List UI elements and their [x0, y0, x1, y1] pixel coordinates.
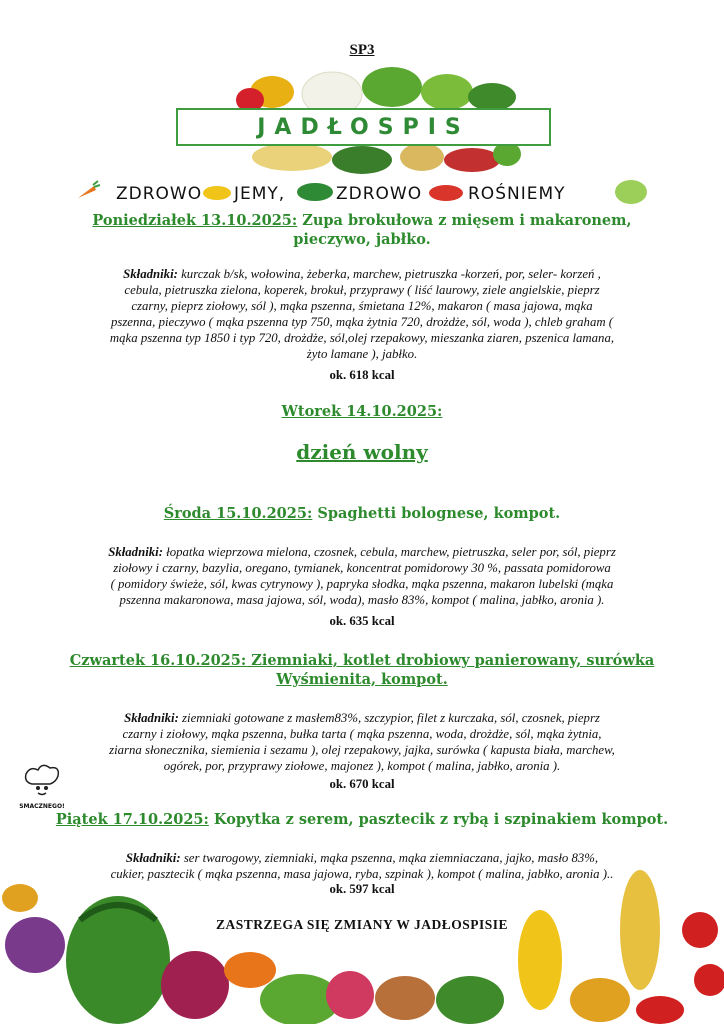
day-wednesday-ingredients — [0, 544, 724, 608]
ingredient-line: mąka pszenna typ 1850 i typ 720, drożdże, sól,olej rzepakowy, mieszanka ziaren, pszenica lamana, — [109, 331, 615, 345]
day-friday-date: Piątek 17.10.2025: — [55, 811, 209, 828]
broccoli-icon — [296, 182, 334, 202]
day-monday-heading — [0, 211, 724, 249]
ingredient-line: ziołowy i czarny, bazylia, oregano, tymianek, koncentrat pomidorowy 30 %, passata pomidorowa — [113, 561, 611, 575]
day-thursday-meal: Ziemniaki, kotlet drobiowy panierowany, surówka — [246, 652, 655, 669]
ingredient-line: łopatka wieprzowa mielona, czosnek, cebula, marchew, pietruszka, seler por, sól, pieprz — [166, 545, 616, 559]
ingredient-line: pszenna makaronowa, masa jajowa, sól, woda), masło 83%, kompot ( malina, jabłko, aronia ). — [119, 593, 605, 607]
ingredient-line: ziarna słonecznika, siemienia i sezamu ), olej rzepakowy, jajka, surówka ( kapusta biała, marchew, — [109, 743, 615, 757]
ingredient-line: ziemniaki gotowane z masłem83%, szczypior, filet z kurczaka, sól, czosnek, pieprz — [182, 711, 600, 725]
chef-hat-icon — [18, 762, 66, 798]
slogan-word-2: JEMY, — [234, 184, 286, 204]
day-wednesday-date: Środa 15.10.2025: — [163, 505, 313, 522]
day-tuesday-holiday: dzień wolny — [296, 440, 428, 464]
menu-title-box — [176, 108, 551, 146]
day-friday-kcal: ok. 597 kcal — [329, 882, 395, 896]
day-thursday-kcal: ok. 670 kcal — [329, 777, 395, 791]
ingredients-label: Składniki: — [123, 267, 178, 281]
day-tuesday-date: Wtorek 14.10.2025: — [281, 403, 443, 420]
ingredient-line: ser twarogowy, ziemniaki, mąka pszenna, mąka ziemniaczana, jajko, masło 83%, — [183, 851, 599, 865]
slogan-word-1: ZDROWO — [116, 184, 203, 204]
ingredient-line: cebula, pietruszka zielona, koperek, brokuł, przyprawy ( liść laurowy, ziele angielskie, pieprz — [124, 283, 600, 297]
day-wednesday-kcal: ok. 635 kcal — [329, 614, 395, 628]
ingredients-label: Składniki: — [108, 545, 163, 559]
ingredient-line: kurczak b/sk, wołowina, żeberka, marchew, pietruszka -korzeń, por, seler- korzeń , — [181, 267, 601, 281]
day-monday-meal: Zupa brokułowa z mięsem i makaronem, — [297, 212, 632, 229]
tomato-icon — [428, 184, 464, 202]
day-thursday-ingredients — [0, 710, 724, 774]
menu-title: JADŁOSPIS — [257, 114, 470, 140]
day-thursday-meal-cont: Wyśmienita, kompot. — [276, 671, 448, 688]
day-tuesday-heading — [0, 402, 724, 421]
ingredients-label: Składniki: — [124, 711, 179, 725]
day-wednesday-heading — [0, 504, 724, 523]
ingredient-line: pszenna, pieczywo ( mąka pszenna typ 750, mąka żytnia 720, drożdże, sól, woda ), chleb graham ( — [110, 315, 614, 329]
ingredient-line: czarny, pieprz ziołowy, sól ), mąka pszenna, śmietana 12%, makaron ( masa jajowa, mąka — [131, 299, 593, 313]
chef-badge — [18, 762, 66, 812]
day-friday-heading — [0, 810, 724, 829]
ingredient-line: ogórek, por, przyprawy ziołowe, majonez ), kompot ( malina, jabłko, aronia ). — [163, 759, 561, 773]
day-wednesday-meal: Spaghetti bolognese, kompot. — [312, 505, 561, 522]
ingredient-line: żyto lamane ), jabłko. — [306, 347, 418, 361]
slogan — [74, 178, 650, 208]
day-monday-ingredients — [0, 266, 724, 362]
cabbage-icon — [614, 178, 648, 206]
day-friday-meal: Kopytka z serem, pasztecik z rybą i szpinakiem kompot. — [208, 811, 669, 828]
carrot-icon — [74, 180, 100, 202]
day-thursday-date: Czwartek 16.10.2025: — [69, 652, 247, 669]
slogan-word-4: ROŚNIEMY — [468, 184, 566, 204]
menu-code: SP3 — [349, 42, 375, 58]
chef-badge-text: SMACZNEGO! — [19, 803, 65, 810]
day-monday-meal-cont: pieczywo, jabłko. — [293, 231, 431, 248]
ingredient-line: ( pomidory świeże, sól, kwas cytrynowy ), papryka słodka, mąka pszenna, makaron lubelski (mąka — [110, 577, 614, 591]
day-thursday-heading — [0, 651, 724, 689]
ingredients-label: Składniki: — [125, 851, 181, 865]
corn-icon — [202, 184, 232, 202]
ingredient-line: czarny i ziołowy, mąka pszenna, bułka tarta ( mąka pszenna, woda, drożdże, sól, mąka żytnia, — [122, 727, 602, 741]
ingredient-line: cukier, pasztecik ( mąka pszenna, masa jajowa, ryba, szpinak ), kompot ( malina, jabłko, aronia ).. — [110, 867, 614, 881]
menu-change-notice: ZASTRZEGA SIĘ ZMIANY W JADŁOSPISIE — [215, 917, 509, 932]
day-monday-kcal: ok. 618 kcal — [329, 368, 395, 382]
day-monday-date: Poniedziałek 13.10.2025: — [92, 212, 298, 229]
slogan-word-3: ZDROWO — [336, 184, 423, 204]
day-friday-ingredients — [0, 850, 724, 882]
